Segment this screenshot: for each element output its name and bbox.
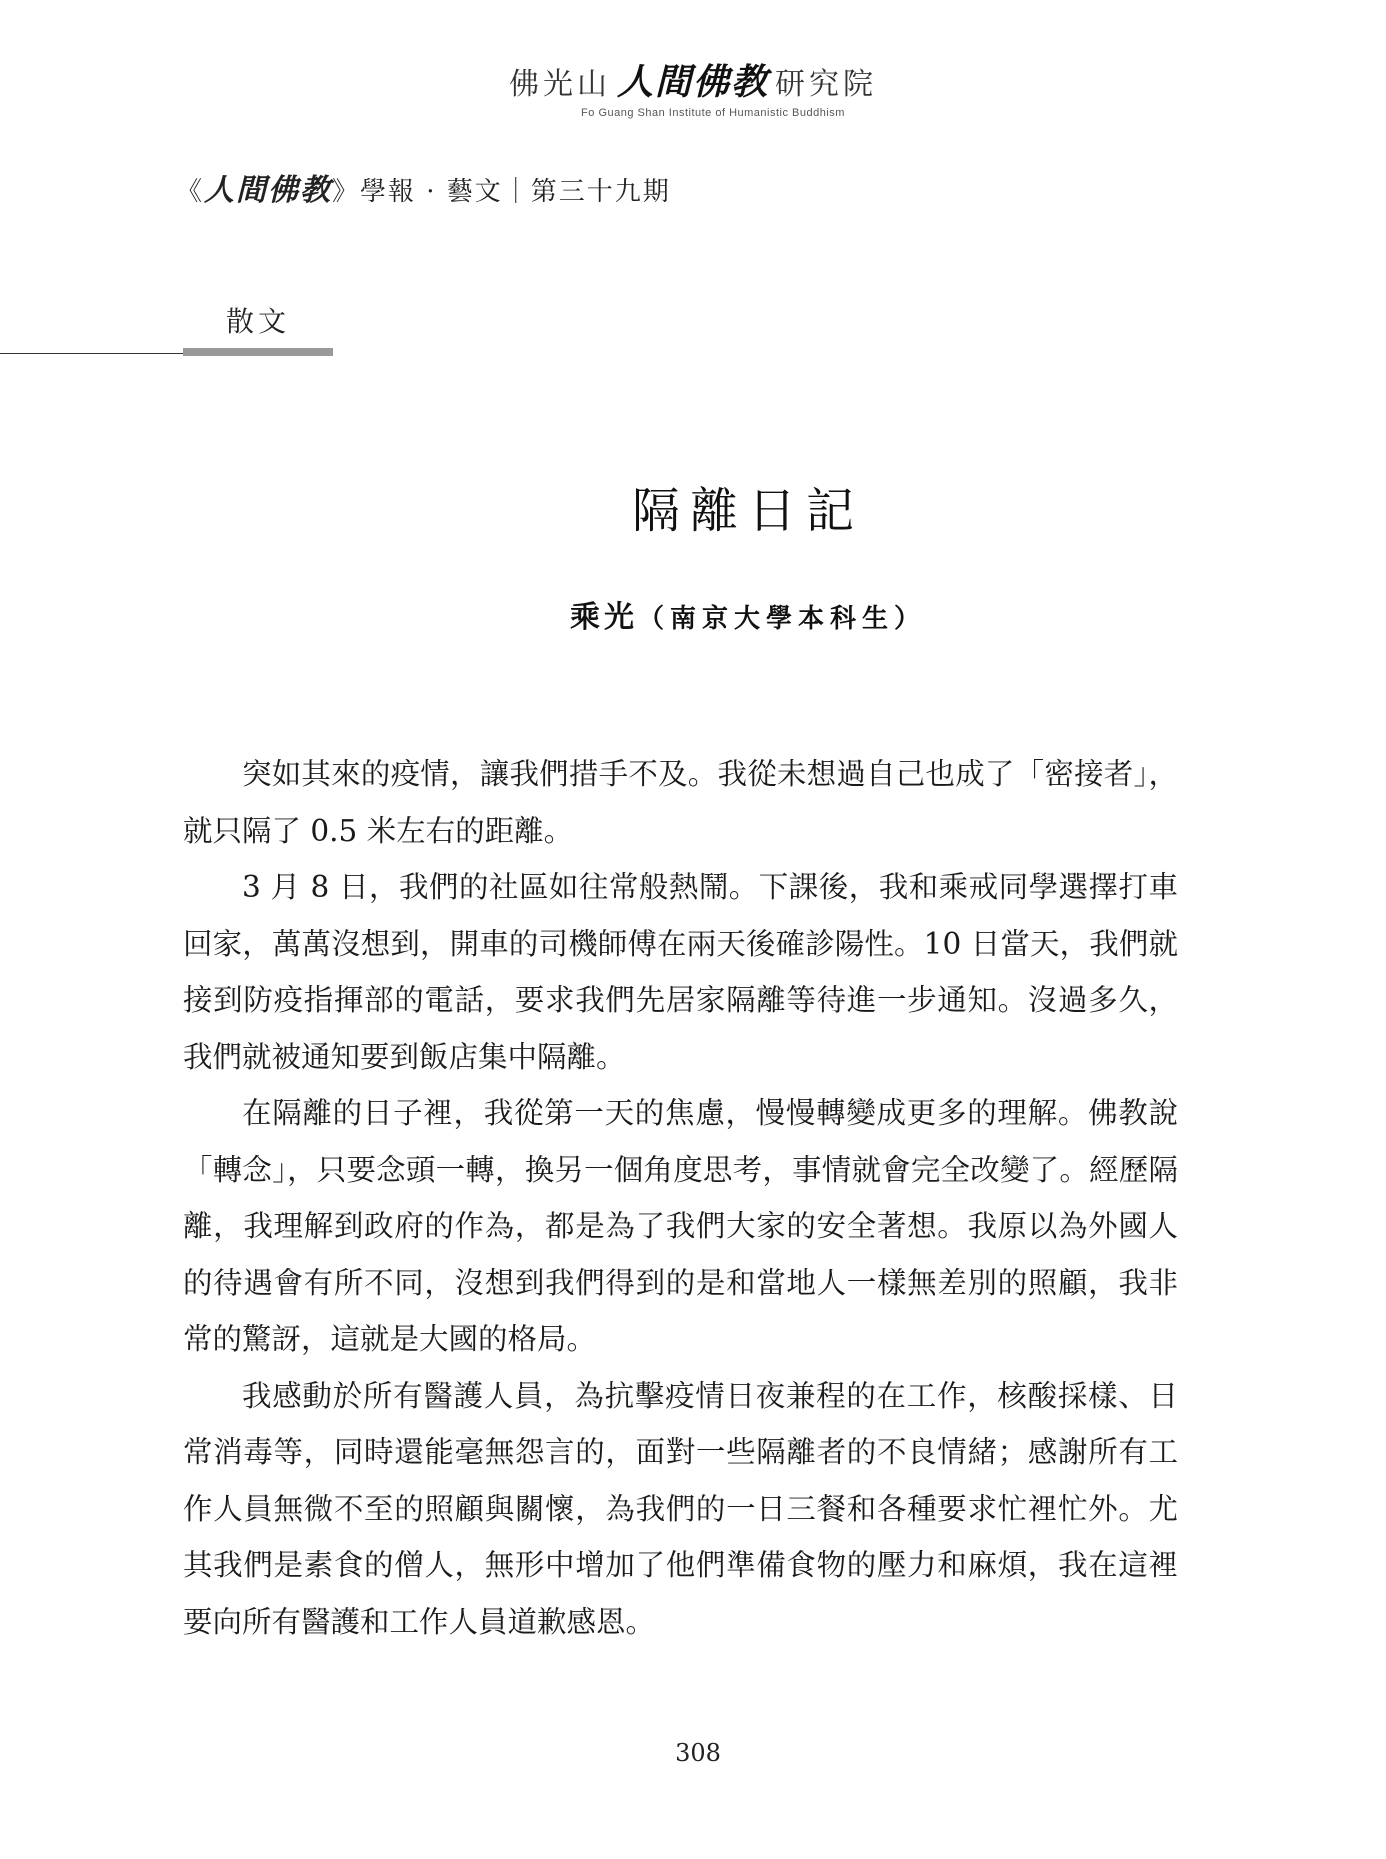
- journal-open-bracket: 《: [176, 177, 205, 207]
- journal-brand: 人間佛教: [204, 173, 333, 208]
- body-paragraph: 突如其來的疫情，讓我們措手不及。我從未想過自己也成了「密接者」，就只隔了 0.5 米左右的距離。: [183, 757, 1178, 848]
- article-byline: [0, 592, 1386, 636]
- body-paragraph: 3 月 8 日，我們的社區如往常般熱鬧。下課後，我和乘戒同學選擇打車回家，萬萬沒想到，開車的司機師傅在兩天後確診陽性。10 日當天，我們就接到防疫指揮部的電話，要求我們先居家隔離等待進一步通知。沒過多久，我們就被通知要到飯店集中隔離。: [183, 870, 1178, 1074]
- body-paragraph: 我感動於所有醫護人員，為抗擊疫情日夜兼程的在工作，核酸採樣、日常消毒等，同時還能毫無怨言的，面對一些隔離者的不良情緒；感謝所有工作人員無微不至的照顧與關懷，為我們的一日三餐和各種要求忙裡忙外。尤其我們是素食的僧人，無形中增加了他們準備食物的壓力和麻煩，我在這裡要向所有醫護和工作人員道歉感恩。: [183, 1378, 1178, 1639]
- journal-running-head: [176, 165, 671, 209]
- article-body: [183, 746, 1178, 1650]
- page-number: 308: [675, 1739, 721, 1767]
- institute-name: [0, 62, 1386, 105]
- institute-english-name: Fo Guang Shan Institute of Humanistic Buddhism: [581, 107, 845, 119]
- body-paragraph: 在隔離的日子裡，我從第一天的焦慮，慢慢轉變成更多的理解。佛教說「轉念」，只要念頭一轉，換另一個角度思考，事情就會完全改變了。經歷隔離，我理解到政府的作為，都是為了我們大家的安全著想。我原以為外國人的待遇會有所不同，沒想到我們得到的是和當地人一樣無差別的照顧，我非常的驚訝，這就是大國的格局。: [183, 1096, 1178, 1356]
- section-label: 散文: [226, 305, 291, 338]
- institute-name-prefix: 佛光山: [508, 67, 611, 102]
- author-affiliation: （南京大學本科生）: [637, 604, 926, 634]
- section-divider-bar: [183, 348, 333, 356]
- article-title: 隔離日記: [631, 483, 864, 539]
- author-name: 乘光: [569, 600, 638, 635]
- institute-logo: [0, 62, 1386, 119]
- institute-name-suffix: 研究院: [775, 67, 877, 102]
- institute-brand-calligraphy: 人間佛教: [616, 61, 769, 103]
- journal-issue-info: 》學報 · 藝文｜第三十九期: [332, 177, 671, 207]
